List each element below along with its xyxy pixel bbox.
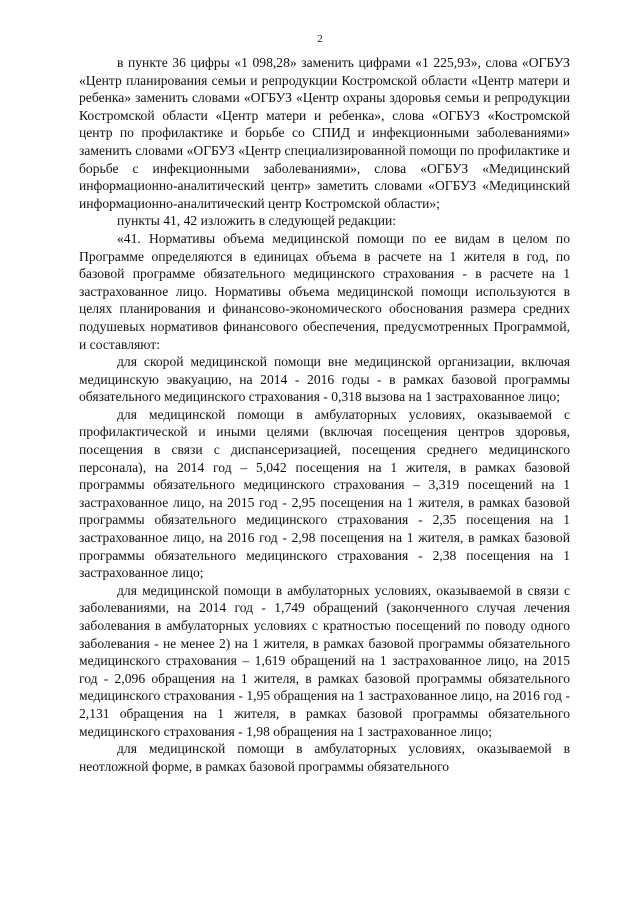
paragraph-outpatient-preventive: для медицинской помощи в амбулаторных условиях, оказываемой с профилактической и иными целями (включая посещения центров здоровья, посещения в связи с диспансеризацией, посещения среднего медицинского персонала), на 2014 год – 5,042 посещения на 1 жителя, в рамках базовой программы обязательного медицинского страхования – 3,319 посещений на 1 застрахованное лицо, на 2015 год - 2,95 посещения на 1 жителя, в рамках базовой программы обязательного медицинского страхования - 2,35 посещения на 1 застрахованное лицо, на 2016 год - 2,98 посещения на 1 жителя, в рамках базовой программы обязательного медицинского страхования - 2,38 посещения на 1 застрахованное лицо; xyxy=(79,406,570,581)
document-body xyxy=(79,54,570,775)
paragraph-amend-point-36: в пункте 36 цифры «1 098,28» заменить цифрами «1 225,93», слова «ОГБУЗ «Центр планирования семьи и репродукции Костромской области «Центр матери и ребенка» заменить словами «ОГБУЗ «Центр охраны здоровья семьи и репродукции Костромской области «Центр матери и ребенка», слова «ОГБУЗ «Костромской центр по профилактике и борьбе со СПИД и инфекционными заболеваниями» заменить словами «ОГБУЗ «Центр специализированной помощи по профилактике и борьбе с инфекционными заболеваниями», слова «ОГБУЗ «Медицинский информационно-аналитический центр» заметить словами «ОГБУЗ «Медицинский информационно-аналитический центр Костромской области»; xyxy=(79,55,570,211)
page-number: 2 xyxy=(317,33,323,45)
paragraph-emergency-care: для скорой медицинской помощи вне медицинской организации, включая медицинскую эвакуацию, на 2014 - 2016 годы - в рамках базовой программы обязательного медицинского страхования - 0,318 вызова на 1 застрахованное лицо; xyxy=(79,354,570,405)
paragraph-point-41-norms: «41. Нормативы объема медицинской помощи по ее видам в целом по Программе определяются в единицах объема в расчете на 1 жителя в год, по базовой программе обязательного медицинского страхования - в расчете на 1 застрахованное лицо. Нормативы объема медицинской помощи используются в целях планирования и финансово-экономического обоснования размера средних подушевых нормативов финансового обеспечения, предусмотренных Программой, и составляют: xyxy=(79,230,570,352)
paragraph-outpatient-urgent: для медицинской помощи в амбулаторных условиях, оказываемой в неотложной форме, в рамках базовой программы обязательного xyxy=(79,741,570,774)
paragraph-outpatient-disease: для медицинской помощи в амбулаторных условиях, оказываемой в связи с заболеваниями, на 2014 год - 1,749 обращений (законченного случая лечения заболевания в амбулаторных условиях с кратностью посещений по поводу одного заболевания - не менее 2) на 1 жителя, в рамках базовой программы обязательного медицинского страхования – 1,619 обращений на 1 застрахованное лицо, на 2015 год - 2,096 обращения на 1 жителя, в рамках базовой программы обязательного медицинского страхования - 1,95 обращения на 1 застрахованное лицо, на 2016 год - 2,131 обращения на 1 жителя, в рамках базовой программы обязательного медицинского страхования - 1,98 обращения на 1 застрахованное лицо; xyxy=(79,582,570,739)
paragraph-points-41-42-intro: пункты 41, 42 изложить в следующей редакции: xyxy=(117,213,397,229)
